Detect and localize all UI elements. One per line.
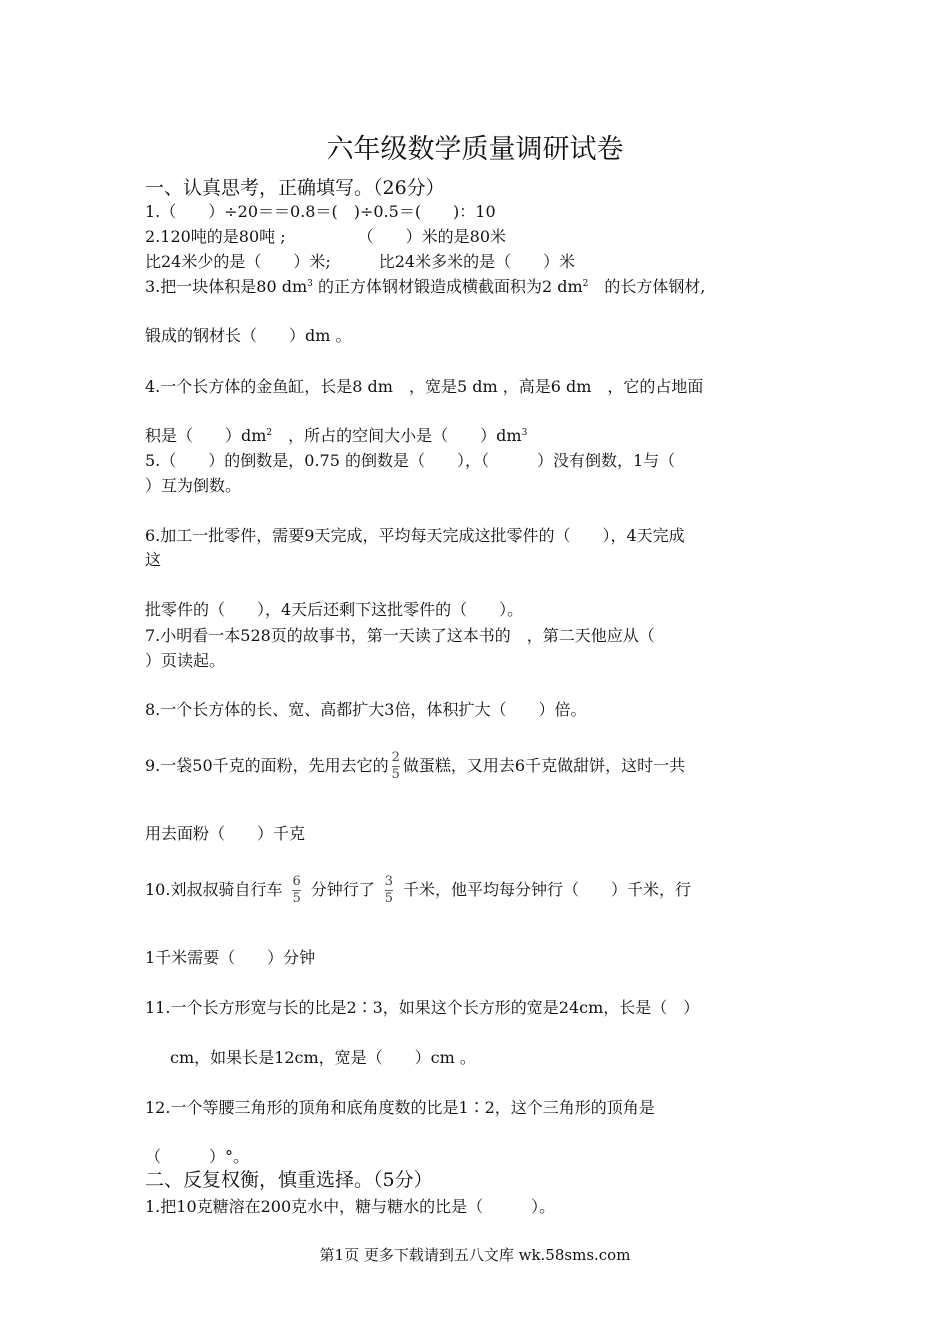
q10-text-mid: 分钟行了	[310, 880, 375, 899]
section2-heading: 二、反复权衡，慎重选择。（5分）	[145, 1169, 433, 1191]
q3-text-mid: 的正方体钢材锻造成横截面积为2 dm	[312, 277, 583, 296]
question-3-line2: 锻成的钢材长（ ）dm 。	[145, 326, 352, 345]
q9-fraction-numerator: 2	[391, 750, 400, 765]
q3-text-pre: 3.把一块体积是80 dm	[145, 277, 308, 296]
q9-text-pre: 9.一袋50千克的面粉，先用去它的	[145, 756, 389, 775]
q9-fraction-denominator: 5	[391, 767, 400, 782]
question-11-line1: 11.一个长方形宽与长的比是2∶3，如果这个长方形的宽是24cm，长是（ ）	[145, 998, 700, 1017]
question-5-line1: 5.（ ）的倒数是，0.75 的倒数是（ ），（ ）没有倒数，1与（	[145, 451, 676, 470]
question-4-line1: 4.一个长方体的金鱼缸，长是8 dm ，宽是5 dm ，高是6 dm ，它的占地面	[145, 377, 704, 396]
page-footer: 第1页 更多下载请到五八文库 wk.58sms.com	[319, 1246, 631, 1264]
question-2-line2: 比24米少的是（ ）米; 比24米多米的是（ ）米	[145, 252, 576, 271]
question-6-line2: 这	[145, 550, 162, 569]
q4-sup-cubic: 3	[521, 428, 528, 438]
question-10-line1	[145, 874, 691, 907]
question-8: 8.一个长方体的长、宽、高都扩大3倍，体积扩大（ ）倍。	[145, 700, 587, 719]
question-12-line2: （ ）°。	[145, 1147, 250, 1166]
q3-sup-square: 2	[582, 279, 589, 289]
question-4-line2	[145, 426, 527, 446]
page-title: 六年级数学质量调研试卷	[326, 134, 624, 165]
q3-text-post: 的长方体钢材,	[588, 277, 706, 296]
q10-fraction-2-denominator: 5	[384, 891, 394, 906]
question-5-line2: ）互为倒数。	[145, 476, 242, 495]
q10-fraction-2-numerator: 3	[384, 874, 394, 889]
q4-text-mid: ，所占的空间大小是（ ）dm	[272, 426, 522, 445]
q10-fraction-2	[385, 874, 393, 907]
section1-heading: 一、认真思考，正确填写。（26分）	[145, 177, 445, 199]
question-6-line1: 6.加工一批零件，需要9天完成，平均每天完成这批零件的（ ），4天完成	[145, 526, 685, 545]
q10-fraction-1-numerator: 6	[292, 874, 301, 889]
q10-fraction-1-denominator: 5	[292, 891, 301, 906]
question-2-line1: 2.120吨的是80吨 ; （ ）米的是80米	[145, 227, 507, 246]
q10-text-post: 千米，他平均每分钟行（ ）千米，行	[403, 880, 692, 899]
question-7-line1: 7.小明看一本528页的故事书，第一天读了这本书的 ，第二天他应从（	[145, 626, 655, 645]
question-9-line1	[145, 750, 685, 783]
q4-text-pre: 积是（ ）dm	[145, 426, 267, 445]
q9-fraction	[392, 750, 400, 783]
question-6-line3: 批零件的（ ），4天后还剩下这批零件的（ ）。	[145, 600, 524, 619]
question-12-line1: 12.一个等腰三角形的顶角和底角度数的比是1∶2，这个三角形的顶角是	[145, 1098, 655, 1117]
q10-text-pre: 10.刘叔叔骑自行车	[145, 880, 283, 899]
section2-question-1: 1.把10克糖溶在200克水中，糖与糖水的比是（ ）。	[145, 1197, 556, 1216]
question-10-line2: 1千米需要（ ）分钟	[145, 948, 316, 967]
q4-sup-square: 2	[266, 428, 273, 438]
q9-text-post: 做蛋糕，又用去6千克做甜饼，这时一共	[402, 756, 686, 775]
question-7-line2: ）页读起。	[145, 651, 226, 670]
question-3-line1	[145, 277, 705, 297]
q3-sup-cubic: 3	[307, 279, 313, 289]
question-1: 1.（ ）÷20＝＝0.8＝( )÷0.5＝( )：10	[145, 202, 496, 221]
question-9-line2: 用去面粉（ ）千克	[145, 824, 306, 843]
q10-fraction-1	[292, 874, 300, 907]
question-11-line2: cm，如果长是12cm，宽是（ ）cm 。	[170, 1048, 476, 1067]
